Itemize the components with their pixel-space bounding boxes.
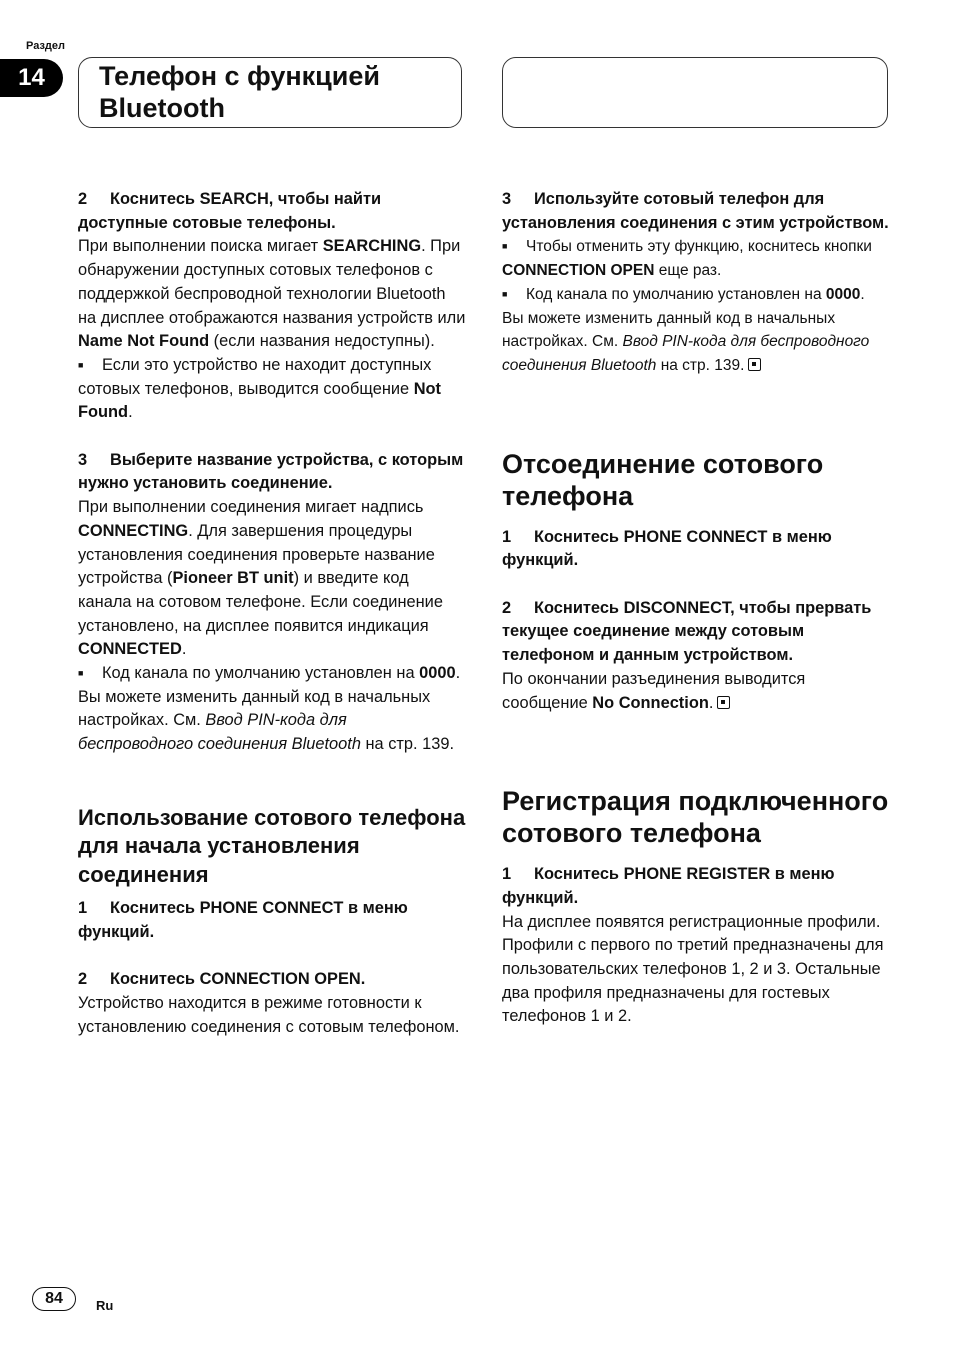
- step-connection-open-text: Устройство находится в режиме готовности к установлению соединения с сотовым телефоном.: [78, 994, 460, 1036]
- left-column: [78, 188, 466, 1040]
- step-disconnect-menu: 1 Коснитесь PHONE CONNECT в меню функций.: [502, 527, 832, 570]
- step-phone-register: 1 Коснитесь PHONE REGISTER в меню функций.: [502, 865, 835, 907]
- step-phone-register-text: На дисплее появятся регистрационные профили. Профили с первого по третий предназначены для пользовательских телефонов 1, 2 и 3. Остальные два профиля предназначены для гостевых телефонов 1 и 2.: [502, 912, 884, 1026]
- step-select-device: 3 Выберите название устройства, с которым нужно установить соединение.: [78, 450, 464, 493]
- step-search: 2 Коснитесь SEARCH, чтобы найти доступные сотовые телефоны.: [78, 190, 382, 232]
- note-not-found: ■ Если это устройство не находит доступных сотовых телефонов, выводится сообщение Not Found.: [78, 354, 466, 425]
- step-disconnect-text: По окончании разъединения выводится сообщение No Connection.: [502, 669, 806, 712]
- step-use-phone: 3 Используйте сотовый телефон для установления соединения с этим устройством.: [502, 190, 889, 232]
- step-disconnect: 2 Коснитесь DISCONNECT, чтобы прервать текущее соединение между сотовым телефоном и данным устройством.: [502, 598, 872, 665]
- section-number-tab: 14: [0, 59, 63, 97]
- language-code: Ru: [96, 1298, 114, 1313]
- section-label: Раздел: [26, 40, 65, 52]
- page-number: 84: [32, 1287, 76, 1311]
- heading-register: Регистрация подключенного сотового телефона: [502, 786, 889, 849]
- chapter-title-line2: Bluetooth: [99, 93, 225, 123]
- step-connection-open: 2 Коснитесь CONNECTION OPEN.: [78, 970, 366, 989]
- end-of-section-icon: [717, 696, 730, 709]
- note-pin-code: ■ Код канала по умолчанию установлен на 0000. Вы можете изменить данный код в начальных настройках. См. Ввод PIN-кода для беспроводного соединения Bluetooth на стр. 139.: [78, 662, 466, 757]
- note-cancel: ■ Чтобы отменить эту функцию, коснитесь кнопки CONNECTION OPEN еще раз.: [502, 235, 890, 282]
- chapter-title: [78, 57, 462, 128]
- step-phone-connect: 1 Коснитесь PHONE CONNECT в меню функций.: [78, 899, 408, 942]
- step-select-device-text: При выполнении соединения мигает надпись CONNECTING. Для завершения процедуры установления соединения проверьте название устройства (Pioneer BT unit) и введите код канала на сотовом телефоне. Если соединение установлено, на дисплее появится индикация CONNECTED.: [78, 498, 443, 659]
- empty-header-box: [502, 57, 888, 128]
- heading-use-phone: Использование сотового телефона для начала установления соединения: [78, 804, 466, 887]
- note-pin-code-right: ■ Код канала по умолчанию установлен на 0000. Вы можете изменить данный код в начальных настройках. См. Ввод PIN-кода для беспроводного соединения Bluetooth на стр. 139.: [502, 283, 890, 378]
- end-of-section-icon: [748, 358, 761, 371]
- heading-disconnect: Отсоединение сотового телефона: [502, 448, 824, 511]
- chapter-title-line1: Телефон с функцией: [99, 61, 380, 91]
- step-search-text: При выполнении поиска мигает SEARCHING. При обнаружении доступных сотовых телефонов с поддержкой беспроводной технологии Bluetooth на дисплее отображаются названия устройств или Name Not Found (если названия недоступны).: [78, 237, 466, 351]
- right-column: [502, 188, 890, 1029]
